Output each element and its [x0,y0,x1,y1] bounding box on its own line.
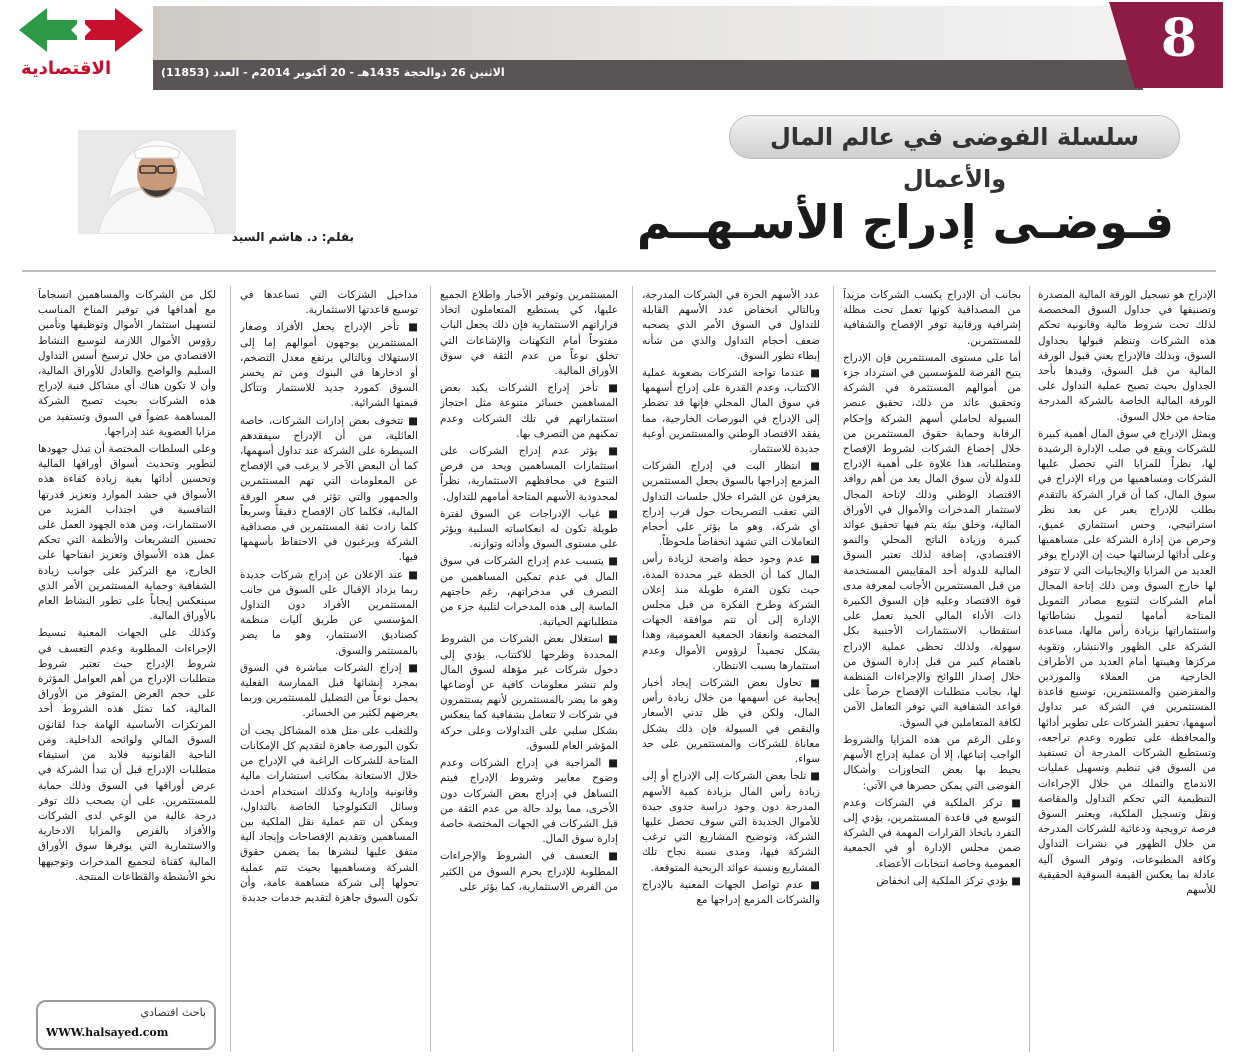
column-1 [1038,288,1216,1040]
page-number-box [1135,2,1223,88]
paragraph: وعلى السلطات المختصة أن تبذل جهودها لتطوير وتحديث أسواق أوراقها المالية وتحسين أدائها بغية زيادة كفاءة هذه الأسواق في حشد الموارد وتعزيز قدرتها التنافسية في اجتذاب المزيد من الاستثمارات، ومن هذه الجهود العمل على تحسين التشريعات والأنظمة التي تحكم عمل هذه الأسواق وتعزيز انفتاحها على الخارج، مع التركيز على جوانب زيادة الشفافية وحماية المستثمرين الأمر الذي سينعكس إيجاباً على تطور النشاط العام بالأوراق المالية. [38,443,216,623]
paragraph: ■ عندما تواجه الشركات بصعوبة عملية الاكتتاب، وعدم القدرة على إدراج أسهمها في سوق المال المحلي فإنها قد تضطر إلى الإدراج في البورصات الخارجية، مما يفقد الاقتصاد الوطني والمستثمرين أوعية جديدة للاستثمار. [642,367,820,456]
paragraph: أما على مستوى المستثمرين فإن الإدراج يتيح الفرصة للمؤسسين في استرداد جزء من أموالهم المستثمرة في الشركة وتحقيق عائد من ذلك، تحقيق عنصر السيولة لحاملي أسهم الشركة وإحكام الرقابة وحماية حقوق المستثمرين من خلال إخضاع الشركات لشروط الإفصاح ومتطلباته، هذا علاوة على أهمية الإدراج للدولة لأن سوق المال يعد من أهم روافد الاقتصاد الوطني وذلك لإتاحة المجال لاستثمار المدخرات والأموال في الأوراق المالية، وخلق بيئة يتم فيها تحقيق عوائد كبيرة وزيادة الناتج المحلي والنمو الاقتصادي، إضافة لذلك تعتبر السوق المالية للدولة أحد المقاييس المستخدمة من قبل المستثمرين الأجانب لمعرفة مدى قوة الاقتصاد وعليه فإن السوق الكبيرة ذات الأداء المالي الجيد تعمل على استقطاب الاستثمارات الأجنبية بكل سهولة، ولذلك تحظى عملية الإدراج باهتمام كبير من قبل إدارة السوق من خلال إصدار اللوائح والإجراءات المنظمة لها، بجانب متطلبات الإفصاح حرصاً على قواعد الشفافية التي توفر التعامل الآمن لكافة المتعاملين في السوق. [843,351,1021,729]
paragraph: ■ المزاجية في إدراج الشركات وعدم وضوح معايير وشروط الإدراج فيتم التساهل في إدراج بعض الشركات دون الأخرى، مما يولد حالة من عدم الثقة من قبل الشركات في الجهات المختصة خاصة إدارة سوق المال. [440,757,618,846]
paragraph: ■ يؤثر عدم إدراج الشركات على استثمارات المساهمين ويحد من فرص التنوع في محافظهم الاستثمارية، نظراً لمحدودية الأسهم المتاحة أمامهم للتداول. [440,445,618,503]
paragraph: ■ تحاول بعض الشركات إيجاد أخبار إيجابية عن أسهمها من خلال زيادة رأس المال، ولكن في ظل تدني الأسعار والنقص في السيولة فإن ذلك يشكل معاناة للشركات والمستثمرين على حد سواء. [642,677,820,766]
logo-text: الاقتصادية [21,58,112,79]
paragraph: ■ عدم وجود خطة واضحة لزيادة رأس المال كما أن الخطة غير محددة المدة، حيث تكون الفترة طويلة منذ إعلان الشركة وطرح الفكرة من قبل مجلس الإدارة إلى أن تتم موافقة الجهات المختصة وانعقاد الجمعية العمومية، وهذا يشكل تجميداً لرؤوس الأموال وعدم استثمارها بسبب الانتظار. [642,553,820,672]
author-photo [78,130,236,234]
paragraph: ■ استغلال بعض الشركات من الشروط المحددة وطرحها للاكتتاب، يؤدي إلى دخول شركات غير مؤهلة لسوق المال ولم تنشر معلومات كافية عن أوضاعها وهو ما يضر بالمستثمرين لأنهم يستثمرون في شركات لا تتعامل بشفافية كما ينعكس بشكل سلبي على التداولات وعلى حركة المؤشر العام للسوق. [440,633,618,752]
paragraph: بجانب أن الإدراج يكسب الشركات مزيداً من المصداقية كونها تعمل تحت مظلة إشرافية ورقابية توفر الإفصاح والشفافية للمستثمرين. [843,289,1021,347]
paragraph: ■ تلجأ بعض الشركات إلى الإدراج أو إلى زيادة رأس المال بزيادة كمية الأسهم المدرجة دون وجود دراسة جدوى جيدة للأموال الجديدة التي سوف تحصل عليها الشركة، وتوضيح المشاريع التي ترغب الشركة فيها، ومدى نسبة نجاح تلك المشاريع ونسبة عوائد الربحية المتوقعة. [642,770,820,874]
paragraph: ■ غياب الإدراجات عن السوق لفترة طويلة تكون له انعكاساته السلبية ويؤثر على مستوى السوق وأدائه وتوازنه. [440,507,618,551]
page-number: 8 [1160,8,1198,69]
author-website-link[interactable]: WWW.halsayed.com [46,1026,169,1039]
column-separator [833,286,834,1052]
column-separator [632,286,633,1052]
paragraph: ■ يؤدي تركز الملكية إلى انخفاض [876,874,1021,887]
paragraph: الإدراج هو تسجيل الورقة المالية المصدرة وتصنيفها في جداول السوق المخصصة لذلك تحت شروط مالية وقانونية تحكم هذه الشركات وتنظم قبولها بجداول السوق، وبذلك فالإدراج يعني قبول الورقة المالية من قبل السوق، وقيدها بأحد الجداول بحيث تصبح عملية التداول على الورقة المالية الخاصة بالشركة المدرجة متاحة من خلال السوق. [1038,289,1216,423]
paragraph: وللتغلب على مثل هذه المشاكل يجب أن تكون البورصة جاهزة لتقديم كل الإمكانات المتاحة للشركات الراغبة في الإدراج من خلال الاستعانة بمكاتب استشارات مالية وقانونية وإدارية وكذلك استخدام أحدث وسائل التكنولوجيا الخاصة بالتداول، ويمكن أن تتم عملية نقل الملكية بين المساهمين وتقديم الإفصاحات وإيجاد آلية متفق عليها لنشرها بما يضمن حقوق الشركة ومساهميها بحيث تتم عملية تحولها إلى شركة مساهمة عامة، وأن تكون السوق جاهزة لتقديم خدمات جديدة [240,724,418,904]
masthead [11,2,1223,88]
column-separator [1029,286,1030,1052]
paragraph: ■ عدم تواصل الجهات المعنية بالإدراج والشركات المزمع إدراجها مع [642,878,820,906]
paragraph: ■ تركز الملكية في الشركات وعدم التوسع في قاعدة المستثمرين، يؤدي إلى التفرد باتخاذ القرارات المهمة في الشركة ضمن مجلس الإدارة أو في الجمعية العمومية وخاصة انتخابات الأعضاء. [843,796,1021,870]
paragraph: ■ تأخر إدراج الشركات يكبد بعض المساهمين خسائر متنوعة مثل احتجاز استثماراتهم في تلك الشركات وعدم تمكنهم من التصرف بها. [440,382,618,440]
paragraph: ■ تأخر الإدراج يجعل الأفراد وصغار المستثمرين يوجهون أموالهم إما إلى الاستهلاك وبالتالي يرتفع معدل التضخم، أو ادخارها في البنوك ومن ثم يخسر السوق كمورد جديد للاستثمار وتتآكل قيمتها الشرائية. [240,321,418,410]
paragraph: عدد الأسهم الحرة في الشركات المدرجة، وبالتالي انخفاض عدد الأسهم القابلة للتداول في السوق الأمر الذي يصحبه ضعف أحجام التداول والذي من شأنه إبطاء تطور السوق. [642,289,820,362]
author-portrait-icon [78,130,236,234]
column-4 [440,288,618,1040]
column-separator [430,286,431,1052]
logo-arrows-icon [11,2,151,58]
column-3 [642,288,820,1040]
headline: فـوضـى إدراج الأسـهــم [636,195,1174,249]
paragraph: ويمثل الإدراج في سوق المال أهمية كبيرة للشركات ويقع في صلب الإدارة الرشيدة لها، نظراً للمزايا التي تحصل عليها الشركات ومساهميها من وراء الإدراج في سوق المال، كما أن قرار الشركة بالتقدم بطلب للإدراج يعبر عن بعد نظر استراتيجي، وحس استثماري عميق، وحرص من إدارة الشركة على مساهميها وعلى أدائها لرسالتها حيث إن الإدراج يوفر العديد من المزايا والإيجابيات التي لا تتوفر لها خارج السوق ومن ذلك إتاحة المجال أمام الشركات لتنويع مصادر التمويل المتاحة أمامها لتمويل نشاطاتها واستثماراتها بزيادة رأس مالها، مساعدة الشركة على الظهور والانتشار، وتقوية مركزها وهيبتها أمام العديد من الأطراف الخارجية من العملاء والموردين والمقرضين والمستثمرين، توسيع قاعدة المستثمرين في الشركة عبر تداول أسهمها، تحفيز الشركات على تطوير أدائها والمحافظة على تطوره وعدم تراجعه، وتستطيع الشركات المدرجة أن تستفيد من السوق في تنظيم وتسهيل عمليات الاندماج والتملك من خلال الإجراءات التنظيمية التي تحكم التداول والمقاصة ونقل وتسجيل الملكية، ويعتبر السوق فرصة ترويجية ودعائية للشركات المدرجة من خلال الظهور في نشرات التداول وكافة المطبوعات، وتوفر السوق آلية عادلة بما يعكس القيمة السوقية الحقيقية للأسهم [1038,427,1216,896]
paragraph: المستثمرين وتوفير الأخبار واطلاع الجميع عليها، كي يستطيع المتعاملون اتخاذ قراراتهم الاستثمارية فإن ذلك يجعل الباب مفتوحاً أمام التكهنات والإشاعات التي تخلق نوعاً من عدم الثقة في سوق الأوراق المالية. [440,289,618,378]
paragraph: لكل من الشركات والمساهمين انسجاماً مع أهدافها في توفير المناخ المناسب لتسهيل استثمار الأموال وتوظيفها وتأمين رؤوس الأموال اللازمة لتوسيع النشاط الاقتصادي من خلال ترسيخ أسس التداول السليم والواضح والعادل للأوراق المالية، وأن لا تكون هناك أي مشاكل فنية لإدراج هذه الشركات بحيث تصبح الشركة المساهمة عضواً في السوق وتستفيد من مزايا العضوية عند إدراجها. [38,289,216,438]
paragraph: ■ يتسبب عدم إدراج الشركات في سوق المال في عدم تمكين المساهمين من التصرف في مدخراتهم، رغم حاجتهم الماسة إلى هذه المدخرات لتلبية جزء من متطلباتهم الحياتية. [440,555,618,629]
paragraph: مداخيل الشركات التي تساعدها في توسيع قاعدتها الاستثمارية. [240,289,418,317]
column-5 [240,288,418,1040]
author-title: باحث اقتصادي [140,1006,206,1019]
paragraph: ■ عند الإعلان عن إدراج شركات جديدة ربما يزداد الإقبال على السوق من جانب المستثمرين الأفراد دون التداول المؤسسي عن طريق آليات منظمة كصناديق الاستثمار، وهو ما يضر بالمستثمر والسوق. [240,568,418,657]
page-number-tab-edge [1109,2,1135,88]
issue-date-line: الاثنين 26 ذوالحجة 1435هـ - 20 أكتوبر 2014م - العدد (11853) [161,66,505,79]
paragraph: ■ إدراج الشركات مباشرة في السوق بمجرد إنشائها قبل الممارسة الفعلية يحمل نوعاً من التضليل للمستثمرين وربما يعرضهم لكثير من الخسائر. [240,661,418,720]
paragraph: ■ تتخوف بعض إدارات الشركات، خاصة العائلية، من أن الإدراج سيفقدهم السيطرة على الشركة عند تداول أسهمها، كما أن البعض الآخر لا يرغب في الإفصاح عن المعلومات التي تهم المستثمرين والجمهور والتي تؤثر في سعر الورقة المالية، فكلما كان الإفصاح دقيقاً وسريعاً كلما زادت ثقة المستثمرين في مصداقية الشركة ويرغبون في الاحتفاظ بأسهمها فيها. [240,414,418,564]
paragraph: وعلى الرغم من هذه المزايا والشروط الواجب إتباعها، إلا أن عملية إدراج الأسهم يحيط بها بعض التجاوزات وأشكال الفوضى التي يمكن حصرها في الآتي: [843,733,1021,792]
paragraph: وكذلك على الجهات المعنية تبسيط الإجراءات المطلوبة وعدم التعسف في شروط الإدراج حيث تعتبر شروط متطلبات الإدراج من أهم العوامل المؤثرة على حجم العرض المتوفر من الأوراق المالية، كما تمثل هذه الشروط أحد المرتكزات الأساسية الهامة جدا لقانون السوق المالي ولوائحه الداخلية. ومن الناحية القانونية فلابد من استيفاء متطلبات الإدراج قبل أن تبدأ الشركة في عرض أوراقها في السوق وذلك حماية للمستثمرين. على أن يصحب ذلك توفر درجة عالية من الوعي لدى الشركات والأفراد بالفرص والمزايا الادخارية والاستثمارية التي يوفرها سوق الأوراق المالية كقناة لتجميع المدخرات وتوجيهها نحو الأنشطة والقطاعات المنتجة. [38,627,216,883]
newspaper-logo [11,2,151,88]
paragraph: ■ التعسف في الشروط والإجراءات المطلوبة للإدراج يحرم السوق من الكثير من الفرص الاستثمارية، كما يؤثر على [440,850,618,893]
column-2 [843,288,1021,1040]
byline: بقلم: د. هاشم السيد [231,230,354,244]
series-title: سلسلة الفوضى في عالم المال والأعمال [769,123,1140,193]
column-6 [38,288,216,994]
series-title-banner [729,115,1180,193]
author-footer-box [36,1000,216,1050]
header-divider [22,270,1216,272]
paragraph: ■ انتظار البت في إدراج الشركات المزمع إدراجها بالسوق يجعل المستثمرين يعزفون عن الشراء خلال جلسات التداول التي تعقب التصريحات حول قرب إدراج أي شركة، وهو ما يؤثر على أحجام التعاملات التي تشهد انخفاضاً ملحوظاً. [642,460,820,549]
column-separator [230,286,231,1052]
